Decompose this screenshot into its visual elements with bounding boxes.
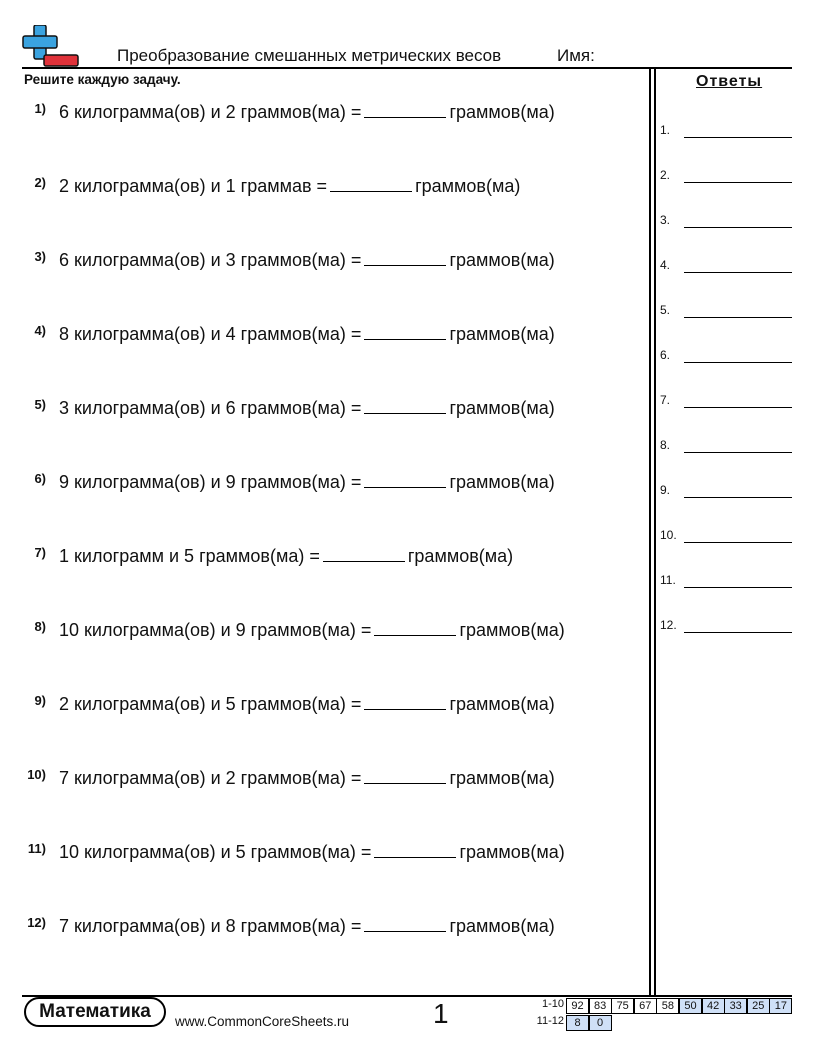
score-row-label: 1-10 — [541, 998, 564, 1010]
problem-expression: 7 килограмма(ов) и 8 граммов(ма) = — [59, 916, 362, 936]
problem-number: 12) — [27, 915, 46, 930]
problem-text — [59, 323, 555, 345]
answer-number: 12. — [660, 618, 677, 632]
answer-number: 11. — [660, 573, 676, 587]
problem-text — [59, 175, 520, 197]
column-divider-left — [649, 67, 651, 995]
answer-line[interactable] — [684, 182, 792, 183]
answer-line[interactable] — [684, 497, 792, 498]
score-cell: 0 — [589, 1015, 612, 1031]
problem-number: 10) — [27, 767, 46, 782]
answer-blank[interactable] — [364, 767, 446, 784]
problem-expression: 10 килограмма(ов) и 9 граммов(ма) = — [59, 620, 372, 640]
problem-text — [59, 619, 565, 641]
problem-text — [59, 471, 555, 493]
problem-row — [0, 397, 645, 427]
answer-row — [660, 483, 792, 503]
answer-line[interactable] — [684, 317, 792, 318]
answers-title: Ответы — [696, 73, 763, 90]
answer-row — [660, 348, 792, 368]
name-label: Имя: — [557, 46, 595, 65]
problem-number: 8) — [34, 619, 46, 634]
answer-line[interactable] — [684, 542, 792, 543]
page-number: 1 — [433, 998, 449, 1029]
problem-unit: граммов(ма) — [449, 324, 555, 344]
problem-unit: граммов(ма) — [459, 620, 565, 640]
score-cell: 8 — [566, 1015, 589, 1031]
answer-number: 5. — [660, 303, 671, 317]
instructions: Решите каждую задачу. — [24, 72, 181, 87]
score-cell: 17 — [769, 998, 792, 1014]
answer-number: 7. — [660, 393, 671, 407]
problem-expression: 10 килограмма(ов) и 5 граммов(ма) = — [59, 842, 372, 862]
answer-number: 1. — [660, 123, 671, 137]
answer-blank[interactable] — [364, 915, 446, 932]
problem-row — [0, 619, 645, 649]
answer-blank[interactable] — [374, 619, 456, 636]
column-divider-right — [654, 67, 656, 995]
answer-row — [660, 168, 792, 188]
problem-unit: граммов(ма) — [449, 768, 555, 788]
problem-unit: граммов(ма) — [449, 250, 555, 270]
answer-number: 2. — [660, 168, 671, 182]
answer-blank[interactable] — [323, 545, 405, 562]
problem-row — [0, 545, 645, 575]
problem-expression: 2 килограмма(ов) и 5 граммов(ма) = — [59, 694, 362, 714]
answer-line[interactable] — [684, 137, 792, 138]
problem-text — [59, 693, 555, 715]
problem-expression: 2 килограмма(ов) и 1 граммав = — [59, 176, 328, 196]
problem-number: 2) — [34, 175, 46, 190]
answer-line[interactable] — [684, 407, 792, 408]
problem-number: 6) — [34, 471, 46, 486]
answer-blank[interactable] — [330, 175, 412, 192]
problem-row — [0, 323, 645, 353]
answer-number: 4. — [660, 258, 671, 272]
answer-blank[interactable] — [374, 841, 456, 858]
answer-row — [660, 123, 792, 143]
answer-number: 6. — [660, 348, 671, 362]
score-cell: 75 — [611, 998, 634, 1014]
score-row-label: 11-12 — [536, 1015, 564, 1027]
problem-text — [59, 545, 513, 567]
header-divider — [22, 67, 792, 69]
problem-row — [0, 471, 645, 501]
answer-row — [660, 213, 792, 233]
problem-row — [0, 841, 645, 871]
score-cell: 58 — [656, 998, 679, 1014]
problem-expression: 8 килограмма(ов) и 4 граммов(ма) = — [59, 324, 362, 344]
problem-row — [0, 693, 645, 723]
problem-unit: граммов(ма) — [459, 842, 565, 862]
problem-expression: 6 килограмма(ов) и 2 граммов(ма) = — [59, 102, 362, 122]
answer-line[interactable] — [684, 632, 792, 633]
problem-row — [0, 249, 645, 279]
answer-blank[interactable] — [364, 101, 446, 118]
score-cell: 92 — [566, 998, 589, 1014]
answer-blank[interactable] — [364, 397, 446, 414]
problem-expression: 9 килограмма(ов) и 9 граммов(ма) = — [59, 472, 362, 492]
problem-expression: 6 килограмма(ов) и 3 граммов(ма) = — [59, 250, 362, 270]
problem-expression: 1 килограмм и 5 граммов(ма) = — [59, 546, 320, 566]
answer-row — [660, 393, 792, 413]
problem-unit: граммов(ма) — [449, 694, 555, 714]
score-cell: 33 — [724, 998, 747, 1014]
problem-number: 9) — [34, 693, 46, 708]
score-cell: 67 — [634, 998, 657, 1014]
answer-number: 3. — [660, 213, 671, 227]
answer-row — [660, 258, 792, 278]
answer-row — [660, 528, 792, 548]
problem-unit: граммов(ма) — [449, 472, 555, 492]
answer-row — [660, 618, 792, 638]
problem-unit: граммов(ма) — [407, 546, 514, 566]
problem-text — [59, 767, 555, 789]
problem-number: 11) — [27, 841, 46, 856]
problem-number: 3) — [34, 249, 46, 264]
answer-line[interactable] — [684, 272, 792, 273]
answer-line[interactable] — [684, 587, 792, 588]
problem-number: 4) — [34, 323, 46, 338]
worksheet-title: Преобразование смешанных метрических весов — [117, 46, 502, 65]
score-cell: 25 — [747, 998, 770, 1014]
problem-unit: граммов(ма) — [449, 102, 555, 122]
problem-row — [0, 767, 645, 797]
problem-text — [59, 101, 555, 123]
brand-badge: Математика — [24, 997, 166, 1027]
answer-number: 8. — [660, 438, 671, 452]
problem-unit: граммов(ма) — [449, 398, 555, 418]
problem-text — [59, 915, 555, 937]
problem-number: 7) — [34, 545, 46, 560]
answer-line[interactable] — [684, 362, 792, 363]
answer-blank[interactable] — [364, 323, 446, 340]
problem-expression: 7 килограмма(ов) и 2 граммов(ма) = — [59, 768, 362, 788]
answer-blank[interactable] — [364, 471, 446, 488]
answer-number: 10. — [660, 528, 677, 542]
problem-row — [0, 101, 645, 131]
problem-expression: 3 килограмма(ов) и 6 граммов(ма) = — [59, 398, 362, 418]
problem-row — [0, 175, 645, 205]
problem-text — [59, 841, 565, 863]
plus-minus-logo-icon — [22, 25, 80, 69]
answer-blank[interactable] — [364, 249, 446, 266]
answer-row — [660, 438, 792, 458]
answer-row — [660, 303, 792, 323]
problem-row — [0, 915, 645, 945]
answer-number: 9. — [660, 483, 671, 497]
site-url: www.CommonCoreSheets.ru — [175, 1014, 350, 1029]
answer-blank[interactable] — [364, 693, 446, 710]
score-cell: 50 — [679, 998, 702, 1014]
score-cell: 83 — [589, 998, 612, 1014]
problem-unit: граммов(ма) — [449, 916, 555, 936]
answer-line[interactable] — [684, 227, 792, 228]
score-cell: 42 — [702, 998, 725, 1014]
problem-text — [59, 249, 555, 271]
problem-text — [59, 397, 555, 419]
problem-number: 1) — [34, 101, 46, 116]
problem-unit: граммов(ма) — [415, 176, 521, 196]
answer-line[interactable] — [684, 452, 792, 453]
problem-number: 5) — [34, 397, 46, 412]
answer-row — [660, 573, 792, 593]
